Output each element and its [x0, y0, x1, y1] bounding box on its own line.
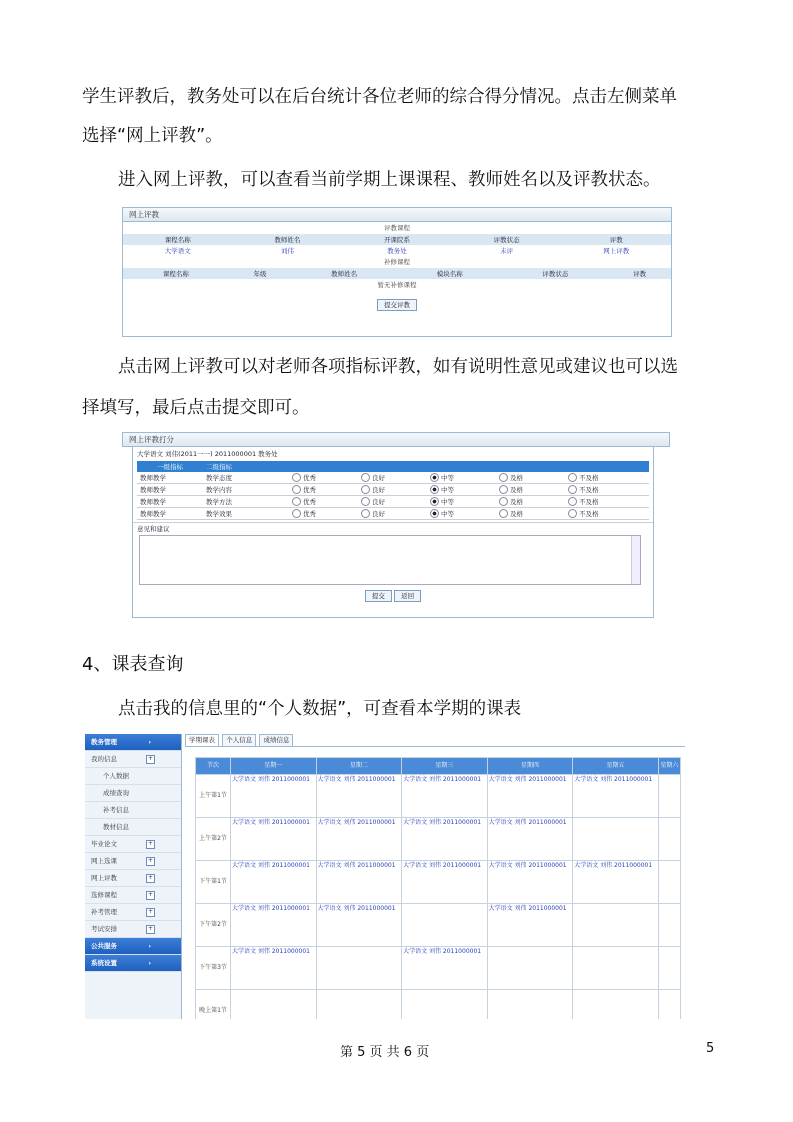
- fig2-option-label: 良好: [372, 497, 385, 506]
- radio-button[interactable]: [361, 473, 370, 482]
- fig2-option[interactable]: [427, 508, 496, 520]
- fig2-option-label: 中等: [441, 509, 454, 518]
- fig2-option-label: 及格: [510, 485, 523, 494]
- timetable-cell: [658, 861, 680, 904]
- radio-button[interactable]: [292, 509, 301, 518]
- paragraph-3-line-2: 择填写，最后点击提交即可。: [82, 398, 310, 418]
- timetable-cell: [402, 990, 488, 1020]
- timetable-cell: [402, 861, 488, 904]
- sidebar-item[interactable]: [85, 836, 181, 853]
- timetable-course[interactable]: 大学语文 刘伟 2011000001: [574, 776, 653, 783]
- radio-button[interactable]: [361, 485, 370, 494]
- timetable-cell: [658, 904, 680, 947]
- fig2-level1: 教师教学: [140, 474, 166, 482]
- fig2-level2: 教学态度: [206, 474, 232, 482]
- timetable-cell: [231, 904, 317, 947]
- sidebar-item[interactable]: [85, 955, 181, 972]
- radio-button[interactable]: [430, 497, 439, 506]
- fig2-rows: [137, 472, 649, 520]
- timetable-cell: [487, 947, 573, 990]
- timetable-header: 星期五: [573, 758, 659, 775]
- sidebar-item-label: 网上选课: [91, 857, 117, 865]
- radio-button[interactable]: [568, 509, 577, 518]
- timetable-cell: [316, 861, 402, 904]
- fig2-level2: 教学效果: [206, 510, 232, 518]
- timetable-slot: 上午第1节: [196, 775, 231, 818]
- fig2-row: [137, 508, 649, 520]
- timetable-cell: [402, 947, 488, 990]
- sidebar-item[interactable]: [85, 734, 181, 751]
- fig1-status: 未评: [500, 247, 514, 255]
- chevron-icon: ›: [148, 959, 151, 967]
- radio-button[interactable]: [568, 473, 577, 482]
- timetable-course[interactable]: 大学语文 刘伟 2011000001: [488, 862, 567, 869]
- fig2-option[interactable]: [496, 496, 565, 508]
- timetable-course[interactable]: 大学语文 刘伟 2011000001: [232, 948, 310, 955]
- radio-button[interactable]: [361, 509, 370, 518]
- fig2-table: [137, 461, 649, 472]
- timetable-course[interactable]: 大学语文 刘伟 2011000001: [317, 905, 396, 912]
- radio-button[interactable]: [499, 485, 508, 494]
- fig2-info: 大学语文 刘伟(2011一一) 2011000001 教务处: [137, 450, 278, 458]
- timetable-course[interactable]: 大学语文 刘伟 2011000001: [232, 819, 310, 826]
- timetable-slot: 上午第2节: [196, 818, 231, 861]
- fig1-course: 大学语文: [164, 247, 191, 255]
- timetable-header: 星期二: [316, 758, 402, 775]
- comment-textarea[interactable]: [139, 535, 641, 585]
- sidebar-item-label: 考试安排: [91, 925, 117, 933]
- timetable-cell: [316, 904, 402, 947]
- fig1-h2-3: 模块名称: [397, 268, 503, 279]
- fig2-option-label: 良好: [372, 509, 385, 518]
- fig2-row: [137, 472, 649, 484]
- timetable-slot: 下午第3节: [196, 947, 231, 990]
- fig2-level1: 教师教学: [140, 498, 166, 506]
- fig1-evaluate-link[interactable]: 网上评教: [603, 247, 630, 255]
- fig2-option[interactable]: [565, 472, 649, 484]
- timetable-cell: [658, 947, 680, 990]
- timetable-cell: [487, 775, 573, 818]
- fig2-option-label: 不及格: [579, 497, 599, 506]
- radio-button[interactable]: [292, 485, 301, 494]
- timetable-course[interactable]: 大学语文 刘伟 2011000001: [232, 862, 310, 869]
- sidebar-item[interactable]: [85, 887, 181, 904]
- timetable-course[interactable]: 大学语文 刘伟 2011000001: [403, 948, 482, 955]
- radio-button[interactable]: [568, 497, 577, 506]
- timetable-header: 星期一: [231, 758, 317, 775]
- fig1-empty-note: 暂无补修课程: [377, 281, 417, 289]
- sidebar-item-label: 系统设置: [91, 959, 117, 967]
- sidebar-item-label: 补考信息: [103, 806, 129, 814]
- radio-button[interactable]: [292, 473, 301, 482]
- chevron-icon: ›: [148, 738, 151, 746]
- fig1-dept: 教务处: [387, 247, 407, 255]
- timetable-course[interactable]: 大学语文 刘伟 2011000001: [232, 905, 310, 912]
- fig2-row: [137, 484, 649, 496]
- fig2-option-label: 良好: [372, 485, 385, 494]
- fig1-h1-1: 教师姓名: [233, 234, 343, 245]
- fig2-title: 网上评教打分: [122, 432, 670, 447]
- sidebar-item-label: 成绩查询: [103, 789, 129, 797]
- fig2-option[interactable]: [496, 484, 565, 496]
- fig2-level1: 教师教学: [140, 486, 166, 494]
- timetable-course[interactable]: 大学语文 刘伟 2011000001: [317, 776, 396, 783]
- fig2-option-label: 不及格: [579, 473, 599, 482]
- figure-evaluation-form: [122, 432, 670, 628]
- sidebar-item[interactable]: [85, 921, 181, 938]
- timetable-course[interactable]: 大学语文 刘伟 2011000001: [317, 819, 396, 826]
- fig2-option[interactable]: [358, 496, 427, 508]
- fig2-option[interactable]: [289, 496, 358, 508]
- timetable-cell: [402, 775, 488, 818]
- paragraph-1-line-2: 选择“网上评教”。: [82, 126, 223, 146]
- radio-button[interactable]: [361, 497, 370, 506]
- timetable-header: 星期六: [658, 758, 680, 775]
- fig1-h2-5: 评教: [608, 268, 671, 279]
- fig2-comment-label: 意见和建议: [133, 522, 653, 535]
- timetable-slot: 下午第1节: [196, 861, 231, 904]
- radio-button[interactable]: [499, 509, 508, 518]
- timetable-course[interactable]: 大学语文 刘伟 2011000001: [403, 776, 482, 783]
- footer-page-number: 5: [706, 1041, 715, 1056]
- fig2-submit-button[interactable]: 提交: [365, 590, 392, 602]
- timetable-cell: [231, 775, 317, 818]
- fig2-option-label: 中等: [441, 497, 454, 506]
- expand-icon[interactable]: +: [147, 874, 154, 881]
- fig2-option[interactable]: [289, 484, 358, 496]
- fig2-option[interactable]: [427, 472, 496, 484]
- sidebar-menu: [85, 734, 182, 1019]
- fig2-option-label: 优秀: [303, 509, 316, 518]
- fig1-h1-4: 评教: [561, 234, 671, 245]
- timetable-cell: [402, 904, 488, 947]
- timetable-cell: [487, 861, 573, 904]
- timetable-cell: [316, 990, 402, 1020]
- timetable-course[interactable]: 大学语文 刘伟 2011000001: [488, 819, 567, 826]
- timetable-slot: 晚上第1节: [196, 990, 231, 1020]
- tab-personal-info[interactable]: 个人信息: [222, 734, 256, 746]
- sidebar-item[interactable]: [85, 853, 181, 870]
- fig2-option[interactable]: [289, 472, 358, 484]
- fig2-option-label: 中等: [441, 473, 454, 482]
- fig1-h2-4: 评教状态: [503, 268, 609, 279]
- timetable-cell: [573, 947, 659, 990]
- sidebar-item[interactable]: [85, 768, 181, 785]
- fig2-option[interactable]: [289, 508, 358, 520]
- sidebar-item-label: 个人数据: [103, 772, 129, 780]
- expand-icon[interactable]: +: [147, 908, 154, 915]
- paragraph-4: 点击我的信息里的“个人数据”，可查看本学期的课表: [118, 699, 522, 719]
- sidebar-item-label: 教务管理: [91, 738, 117, 746]
- timetable-slot: 下午第2节: [196, 904, 231, 947]
- fig2-h1: 二级指标: [206, 463, 232, 471]
- timetable-cell: [316, 775, 402, 818]
- radio-button[interactable]: [292, 497, 301, 506]
- fig1-h1-2: 开课院系: [342, 234, 452, 245]
- timetable-cell: [658, 818, 680, 861]
- sidebar-item-label: 公共服务: [91, 942, 117, 950]
- sidebar-item[interactable]: [85, 938, 181, 955]
- sidebar-item[interactable]: [85, 785, 181, 802]
- sidebar-item-label: 教材信息: [103, 823, 129, 831]
- sidebar-item[interactable]: [85, 819, 181, 836]
- timetable-cell: [231, 818, 317, 861]
- fig2-option-label: 不及格: [579, 485, 599, 494]
- fig2-row: [137, 496, 649, 508]
- radio-button[interactable]: [430, 485, 439, 494]
- timetable-cell: [231, 990, 317, 1020]
- fig2-option-label: 优秀: [303, 473, 316, 482]
- radio-button[interactable]: [499, 473, 508, 482]
- radio-button[interactable]: [430, 509, 439, 518]
- timetable-grid: [195, 757, 681, 1019]
- sidebar-item[interactable]: [85, 751, 181, 768]
- fig1-section-1: 评教课程: [384, 224, 410, 232]
- fig1-teacher: 刘伟: [280, 247, 294, 255]
- timetable-cell: [487, 904, 573, 947]
- expand-icon[interactable]: +: [147, 755, 154, 762]
- timetable-cell: [487, 990, 573, 1020]
- sidebar-item-label: 选修课程: [91, 891, 117, 899]
- fig1-h1-0: 课程名称: [123, 234, 233, 245]
- expand-icon[interactable]: +: [147, 840, 154, 847]
- fig2-option[interactable]: [496, 508, 565, 520]
- timetable-cell: [573, 904, 659, 947]
- sidebar-item[interactable]: [85, 802, 181, 819]
- timetable-cell: [573, 818, 659, 861]
- timetable-cell: [316, 947, 402, 990]
- timetable-header: 星期三: [402, 758, 488, 775]
- fig1-h2-0: 课程名称: [123, 268, 229, 279]
- timetable-header: 节次: [196, 758, 231, 775]
- fig1-h2-1: 年级: [229, 268, 292, 279]
- fig1-table-1: [123, 234, 671, 256]
- radio-button[interactable]: [430, 473, 439, 482]
- textarea-scrollbar[interactable]: [631, 536, 640, 584]
- tab-semester-timetable[interactable]: 学期课表: [185, 734, 219, 746]
- radio-button[interactable]: [568, 485, 577, 494]
- fig1-table-2: [123, 268, 671, 279]
- timetable-course[interactable]: 大学语文 刘伟 2011000001: [403, 819, 482, 826]
- fig2-option[interactable]: [358, 508, 427, 520]
- timetable-cell: [658, 775, 680, 818]
- fig1-h1-3: 评教状态: [452, 234, 562, 245]
- fig2-option-label: 良好: [372, 473, 385, 482]
- expand-icon[interactable]: +: [147, 857, 154, 864]
- timetable-cell: [402, 818, 488, 861]
- fig2-option[interactable]: [565, 496, 649, 508]
- fig2-option[interactable]: [496, 472, 565, 484]
- fig2-option-label: 中等: [441, 485, 454, 494]
- fig2-option-label: 优秀: [303, 497, 316, 506]
- timetable-cell: [573, 775, 659, 818]
- fig2-option-label: 优秀: [303, 485, 316, 494]
- fig2-level2: 教学内容: [206, 486, 232, 494]
- figure-online-evaluation: [122, 207, 672, 337]
- fig2-option-label: 不及格: [579, 509, 599, 518]
- timetable-cell: [231, 861, 317, 904]
- chevron-icon: ›: [148, 942, 151, 950]
- paragraph-3-line-1: 点击网上评教可以对老师各项指标评教，如有说明性意见或建议也可以选: [118, 357, 678, 377]
- sidebar-item-label: 我的信息: [91, 755, 117, 763]
- fig1-h2-2: 教师姓名: [291, 268, 397, 279]
- fig2-option[interactable]: [565, 484, 649, 496]
- timetable-course[interactable]: 大学语文 刘伟 2011000001: [488, 776, 567, 783]
- timetable-cell: [573, 861, 659, 904]
- footer-page-count: 第 5 页 共 6 页: [340, 1045, 430, 1060]
- figure-timetable: [85, 734, 685, 1019]
- timetable-course[interactable]: 大学语文 刘伟 2011000001: [317, 862, 396, 869]
- fig2-option[interactable]: [427, 496, 496, 508]
- fig2-option-label: 及格: [510, 509, 523, 518]
- fig2-level1: 教师教学: [140, 510, 166, 518]
- radio-button[interactable]: [499, 497, 508, 506]
- fig2-option[interactable]: [358, 472, 427, 484]
- expand-icon[interactable]: +: [147, 891, 154, 898]
- fig2-option-label: 及格: [510, 497, 523, 506]
- fig1-submit-button[interactable]: 提交评教: [377, 299, 417, 311]
- fig2-option[interactable]: [427, 484, 496, 496]
- sidebar-item-label: 网上评教: [91, 874, 117, 882]
- timetable-cell: [573, 990, 659, 1020]
- fig2-option[interactable]: [565, 508, 649, 520]
- fig2-h0: 一级指标: [157, 463, 183, 471]
- section-heading-4: 4、课表查询: [82, 654, 184, 675]
- fig2-option[interactable]: [358, 484, 427, 496]
- timetable-cell: [231, 947, 317, 990]
- timetable-cell: [316, 818, 402, 861]
- sidebar-item[interactable]: [85, 870, 181, 887]
- expand-icon[interactable]: +: [147, 925, 154, 932]
- paragraph-2: 进入网上评教，可以查看当前学期上课课程、教师姓名以及评教状态。: [118, 170, 661, 190]
- sidebar-item[interactable]: [85, 904, 181, 921]
- fig2-back-button[interactable]: 返回: [394, 590, 421, 602]
- timetable-course[interactable]: 大学语文 刘伟 2011000001: [403, 862, 482, 869]
- timetable-cell: [658, 990, 680, 1020]
- timetable-course[interactable]: 大学语文 刘伟 2011000001: [232, 776, 310, 783]
- timetable-course[interactable]: 大学语文 刘伟 2011000001: [574, 862, 653, 869]
- fig1-title: 网上评教: [123, 208, 671, 222]
- timetable-course[interactable]: 大学语文 刘伟 2011000001: [488, 905, 567, 912]
- paragraph-1-line-1: 学生评教后，教务处可以在后台统计各位老师的综合得分情况。点击左侧菜单: [82, 87, 677, 107]
- tab-grade-info[interactable]: 成绩信息: [259, 734, 293, 746]
- fig1-section-2: 补修课程: [384, 258, 410, 266]
- timetable-header: 星期四: [487, 758, 573, 775]
- sidebar-item-label: 毕业论文: [91, 840, 117, 848]
- fig2-level2: 教学方法: [206, 498, 232, 506]
- sidebar-item-label: 补考管理: [91, 908, 117, 916]
- timetable-cell: [487, 818, 573, 861]
- fig2-option-label: 及格: [510, 473, 523, 482]
